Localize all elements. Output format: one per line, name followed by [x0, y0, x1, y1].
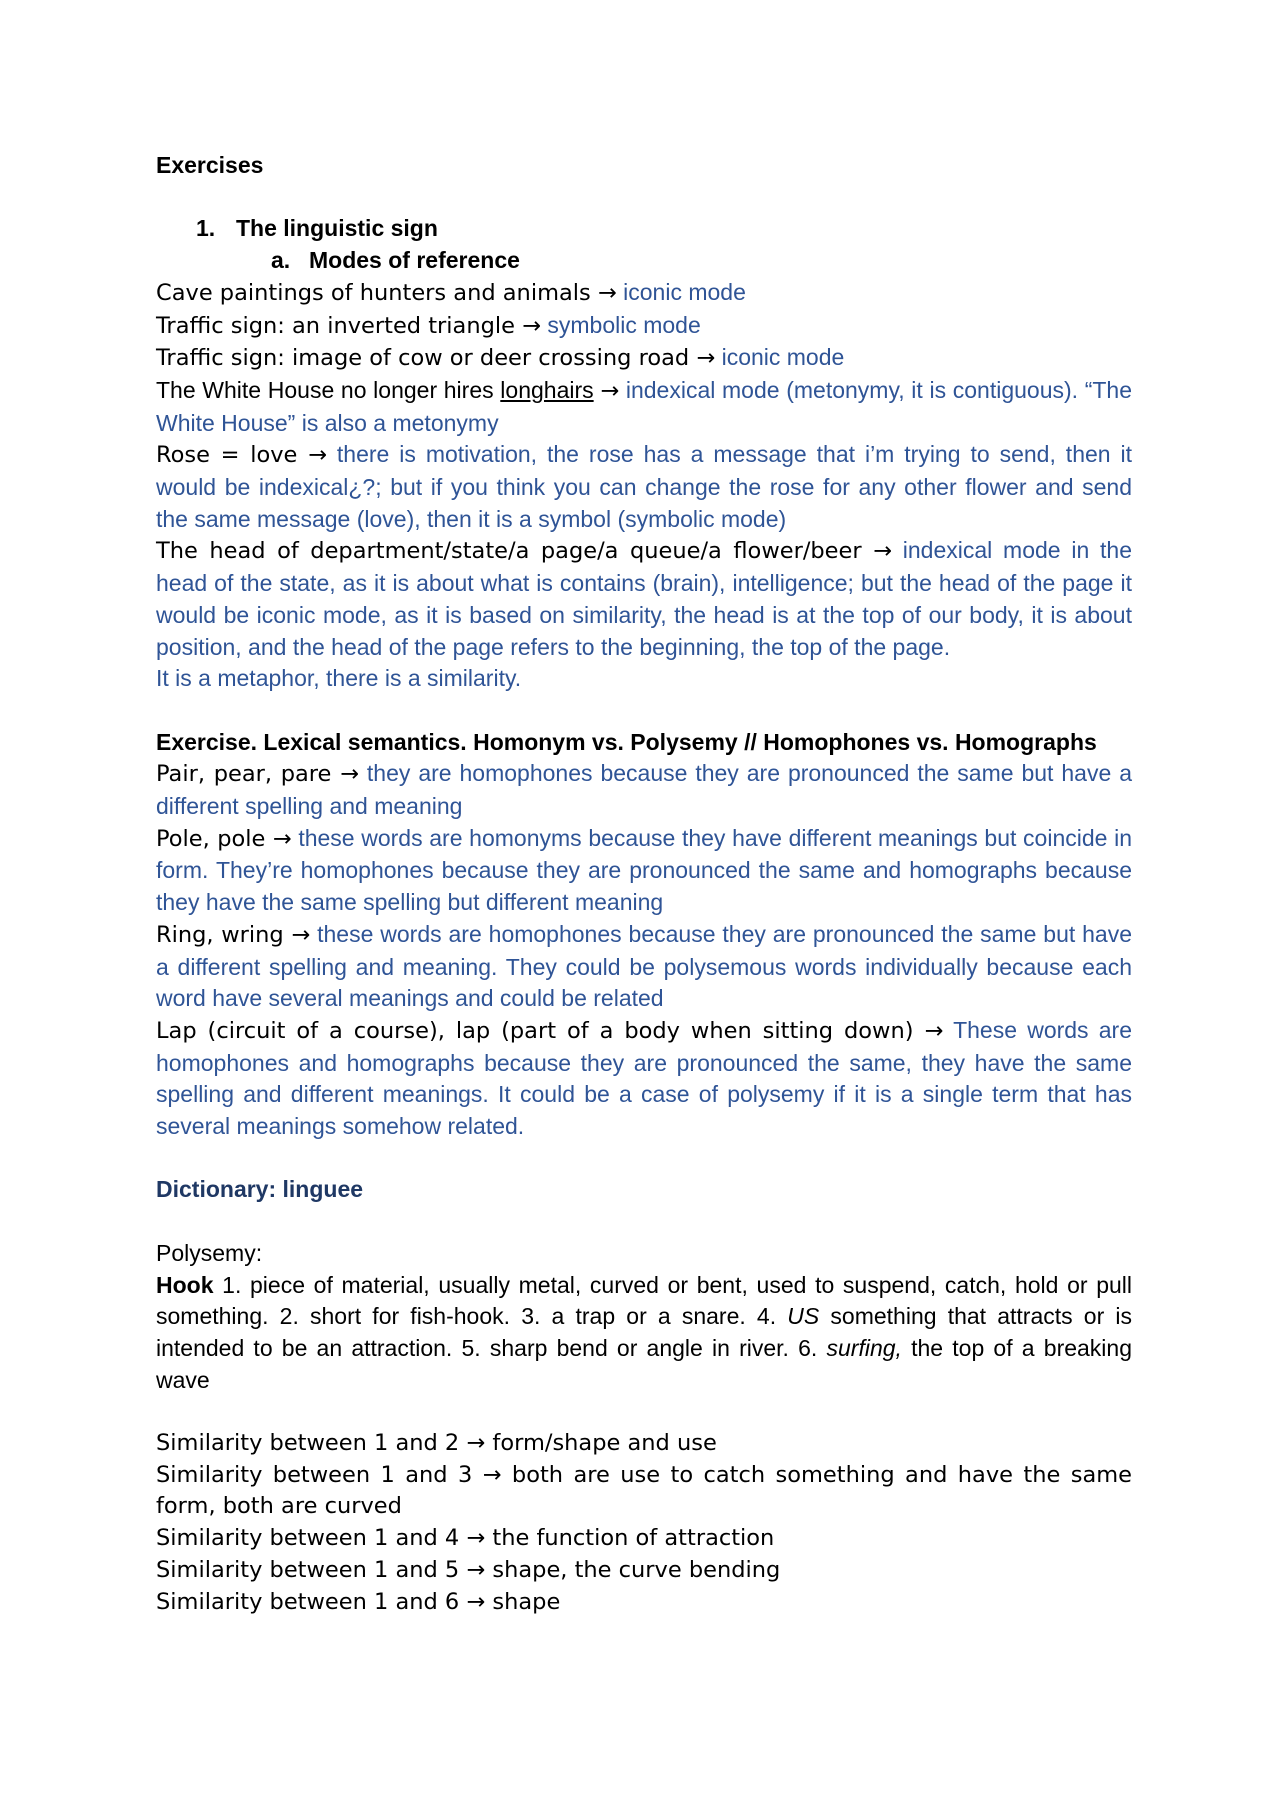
similarity-line: Similarity between 1 and 5 → shape, the curve bending: [156, 1556, 781, 1583]
mode-line: Traffic sign: image of cow or deer crossing road → iconic mode: [156, 344, 845, 372]
similarity-line: Similarity between 1 and 2 → form/shape and use: [156, 1430, 717, 1457]
page-heading: Exercises: [156, 152, 264, 178]
polysemy-label: Polysemy:: [156, 1239, 263, 1266]
mode-line: The White House no longer hires longhairs → indexical mode (metonymy, it is contiguous). “The White House” is also a metonymy: [156, 376, 1133, 436]
lexical-title: Exercise. Lexical semantics. Homonym vs. Polysemy // Homophones vs. Homographs: [156, 728, 1097, 755]
dictionary-heading: Dictionary: linguee: [156, 1176, 364, 1203]
mode-line: Cave paintings of hunters and animals → iconic mode: [156, 278, 746, 306]
similarity-line: Similarity between 1 and 6 → shape: [156, 1588, 561, 1615]
mode-line: The head of department/state/a page/a queue/a flower/beer → indexical mode in the head of the state, as it is about what is contains (brain), intelligence; but the head of the page it would be iconic mode, as it is based on similarity, the head is at the top of our body, it is about position, and the head of the page refers to the beginning, the top of the page.: [156, 537, 1132, 660]
lexical-entry: Lap (circuit of a course), lap (part of a body when sitting down) → These words are homophones and homographs because they are pronounced the same, they have the same spelling and different meanings. It could be a case of polysemy if it is a single term that has several meanings somehow related.: [156, 1016, 1132, 1140]
similarity-line: Similarity between 1 and 4 → the function of attraction: [156, 1525, 775, 1552]
list-item-linguistic-sign: 1. The linguistic sign: [196, 215, 438, 242]
mode-line: It is a metaphor, there is a similarity.: [156, 665, 522, 692]
lexical-entry: Ring, wring → these words are homophones because they are pronounced the same but have a different spelling and meaning. They could be polysemous words individually because each word have several meanings and could be related: [156, 920, 1133, 1012]
mode-line: Rose = love → there is motivation, the rose has a message that i’m trying to send, then it would be indexical¿?; but if you think you can change the rose for any other flower and send the same message (love), then it is a symbol (symbolic mode): [156, 441, 1133, 532]
list-item-modes-of-reference: a. Modes of reference: [271, 247, 520, 274]
hook-definition: Hook 1. piece of material, usually metal, curved or bent, used to suspend, catch, hold or pull something. 2. short for fish-hook. 3. a trap or a snare. 4. US something that attracts or is intended to be an attraction. 5. sharp bend or angle in river. 6. surfing, the top of a breaking wave: [156, 1271, 1133, 1393]
document-page: [156, 150, 1132, 1618]
lexical-entry: Pair, pear, pare → they are homophones because they are pronounced the same but have a different spelling and meaning: [156, 760, 1132, 820]
lexical-entry: Pole, pole → these words are homonyms because they have different meanings but coincide in form. They’re homophones because they are pronounced the same and homographs because they have the same spelling but different meaning: [156, 824, 1132, 916]
similarity-line: Similarity between 1 and 3 → both are use to catch something and have the same form, both are curved: [156, 1461, 1132, 1520]
mode-line: Traffic sign: an inverted triangle → symbolic mode: [156, 311, 701, 339]
